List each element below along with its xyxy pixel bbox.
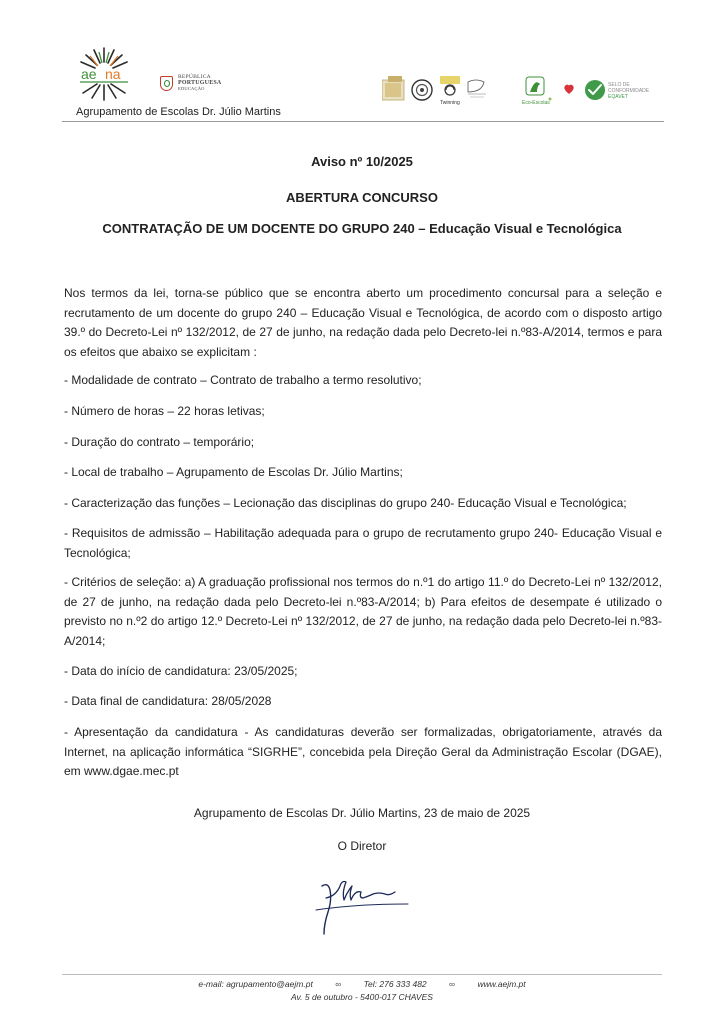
republic-line-3: EDUCAÇÃO xyxy=(178,86,205,91)
republic-line-2: PORTUGUESA xyxy=(178,80,222,86)
shield-icon xyxy=(160,76,173,91)
list-item: - Local de trabalho – Agrupamento de Escolas Dr. Júlio Martins; xyxy=(64,465,403,479)
list-item: - Modalidade de contrato – Contrato de trabalho a termo resolutivo; xyxy=(64,373,422,387)
signatory-title: O Diretor xyxy=(337,839,387,853)
infinity-separator-icon: ∞ xyxy=(449,979,456,989)
partner-logos xyxy=(382,72,672,108)
svg-text:na: na xyxy=(105,66,121,82)
svg-text:Eco-Escolas: Eco-Escolas xyxy=(522,100,550,106)
stamp-logo-icon xyxy=(382,76,404,100)
republica-portuguesa-logo xyxy=(160,74,222,96)
small-leaf-icon xyxy=(549,98,552,101)
footer-contacts xyxy=(0,979,724,989)
svg-text:SELO DE: SELO DE xyxy=(608,82,630,88)
notice-number: Aviso nº 10/2025 xyxy=(311,154,413,169)
footer-phone: Tel: 276 333 482 xyxy=(363,979,427,989)
school-name: Agrupamento de Escolas Dr. Júlio Martins xyxy=(76,106,281,118)
handwritten-signature xyxy=(312,868,416,936)
eco-escolas-logo-icon xyxy=(522,77,550,106)
list-item: - Data final de candidatura: 28/05/2028 xyxy=(64,694,272,708)
circle-badge-icon xyxy=(412,80,432,100)
intro-paragraph: Nos termos da lei, torna-se público que se encontra aberto um procedimento concursal para a seleção e recrutamento de um docente do grupo 240 – Educação Visual e Tecnológica, de acordo com o disposto artigo 39.º do Decreto-Lei nº 132/2012, de 27 de junho, na redação dada pelo Decreto-lei n.º83-A/2014, termos e para os efeitos que abaixo se explicitam : xyxy=(64,286,662,359)
footer-email[interactable]: e-mail: agrupamento@aejm.pt xyxy=(198,979,313,989)
list-item: - Requisitos de admissão – Habilitação adequada para o grupo de recrutamento grupo 240- Educação Visual e Tecnológica; xyxy=(64,526,662,560)
footer-divider xyxy=(62,974,662,975)
infinity-separator-icon: ∞ xyxy=(335,979,342,989)
svg-text:CONFORMIDADE: CONFORMIDADE xyxy=(608,88,650,94)
republic-line-1: REPÚBLICA xyxy=(178,74,211,80)
footer-website[interactable]: www.aejm.pt xyxy=(477,979,526,989)
list-item: - Apresentação da candidatura - As candidaturas deverão ser formalizadas, obrigatoriamente, através da Internet, na aplicação informática “SIGRHE”, concebida pela Direção Geral da Administração Escolar (DGAE), em www.dgae.mec.pt xyxy=(64,725,662,778)
footer-address: Av. 5 de outubro - 5400-017 CHAVES xyxy=(291,992,433,1002)
header-divider xyxy=(62,121,664,122)
list-item: - Número de horas – 22 horas letivas; xyxy=(64,404,265,418)
list-item: - Caracterização das funções – Lecionação das disciplinas do grupo 240- Educação Visual e Tecnológica; xyxy=(64,496,627,510)
twinning-logo-icon xyxy=(440,76,460,106)
list-item: - Duração do contrato – temporário; xyxy=(64,435,255,449)
eqavet-seal-icon xyxy=(585,80,650,100)
list-item: - Data do início de candidatura: 23/05/2025; xyxy=(64,664,298,678)
place-and-date: Agrupamento de Escolas Dr. Júlio Martins, 23 de maio de 2025 xyxy=(193,806,531,820)
sketch-logo-icon xyxy=(468,80,486,97)
svg-text:Twinning: Twinning xyxy=(440,100,460,106)
school-logo xyxy=(76,46,132,102)
list-item: - Critérios de seleção: a) A graduação profissional nos termos do n.º1 do artigo 11.º do Decreto-Lei nº 132/2012, de 27 de junho, na redação dada pelo Decreto-lei n.º83-A/2014; b) Para efeitos de desempate é utilizado o previsto no n.º2 do artigo 12.º Decreto-Lei nº 132/2012, de 27 de junho, na redação dada pelo Decreto-lei n.º83- A/2014; xyxy=(64,575,662,648)
svg-text:EQAVET: EQAVET xyxy=(608,94,628,100)
svg-text:ae: ae xyxy=(81,66,97,82)
notice-type: ABERTURA CONCURSO xyxy=(286,190,438,205)
heart-icon xyxy=(564,85,573,94)
notice-subject: CONTRATAÇÃO DE UM DOCENTE DO GRUPO 240 – Educação Visual e Tecnológica xyxy=(102,221,622,236)
